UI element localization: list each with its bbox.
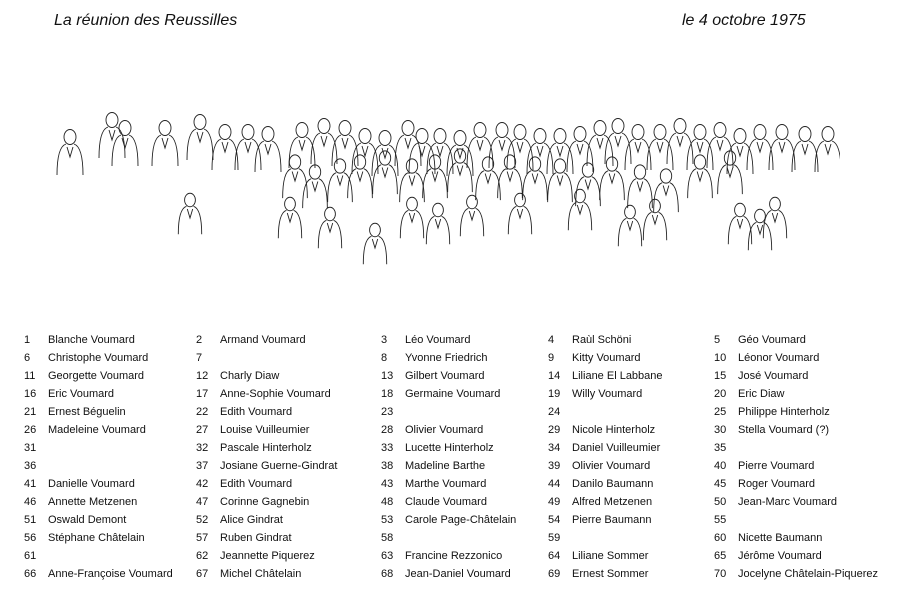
legend-entry (548, 565, 663, 583)
legend-entry (24, 331, 173, 349)
person-number: 54 (548, 514, 561, 526)
person-name: Yvonne Friedrich (405, 352, 488, 364)
sketch-person (348, 155, 373, 198)
legend-entry (24, 529, 173, 547)
person-number: 37 (196, 460, 209, 472)
person-number: 49 (548, 496, 561, 508)
person-name: Danilo Baumann (572, 478, 654, 490)
legend-entry (196, 493, 337, 511)
sketch-person (99, 113, 125, 159)
sketch-person (235, 125, 261, 171)
person-name: Jean-Marc Voumard (738, 496, 838, 508)
legend-entry (714, 331, 878, 349)
person-name: Anne-Sophie Voumard (220, 388, 331, 400)
person-name: Madeleine Voumard (48, 424, 146, 436)
legend-column (381, 331, 516, 583)
person-name: Ernest Béguelin (48, 406, 126, 418)
person-number: 7 (196, 352, 203, 364)
person-name: Alice Gindrat (220, 514, 283, 526)
legend-entry (24, 547, 173, 565)
person-number: 60 (714, 532, 727, 544)
legend-entry (24, 457, 173, 475)
person-number: 55 (714, 514, 727, 526)
sketch-person (523, 157, 548, 200)
person-number: 58 (381, 532, 394, 544)
person-name: Jérôme Voumard (738, 550, 822, 562)
person-number: 17 (196, 388, 209, 400)
person-name: Stéphane Châtelain (48, 532, 145, 544)
person-number: 51 (24, 514, 37, 526)
person-name: Michel Châtelain (220, 568, 302, 580)
sketch-person (332, 121, 358, 167)
legend-entry (24, 493, 173, 511)
legend-entry (196, 547, 337, 565)
sketch-person (303, 165, 328, 208)
person-number: 40 (714, 460, 727, 472)
person-number: 16 (24, 388, 37, 400)
legend-entry (548, 457, 663, 475)
legend-entry (548, 367, 663, 385)
sketch-person (728, 203, 751, 244)
person-name: Eric Diaw (738, 388, 785, 400)
person-name: Carole Page-Châtelain (405, 514, 517, 526)
legend-entry (714, 403, 878, 421)
legend-entry (381, 439, 516, 457)
person-number: 39 (548, 460, 561, 472)
person-name: Marthe Voumard (405, 478, 487, 490)
person-number: 13 (381, 370, 394, 382)
person-name: Josiane Guerne-Gindrat (220, 460, 338, 472)
legend-entry (548, 475, 663, 493)
person-number: 31 (24, 442, 37, 454)
person-number: 53 (381, 514, 394, 526)
person-number: 11 (24, 370, 36, 382)
legend-entry (196, 331, 337, 349)
person-name: Nicette Baumann (738, 532, 823, 544)
person-number: 63 (381, 550, 394, 562)
person-name: Annette Metzenen (48, 496, 138, 508)
person-name: Willy Voumard (572, 388, 643, 400)
sketch-person (576, 163, 601, 206)
person-name: José Voumard (738, 370, 809, 382)
sketch-person (654, 169, 679, 212)
legend-column (196, 331, 337, 583)
person-number: 5 (714, 334, 721, 346)
person-name: Germaine Voumard (405, 388, 501, 400)
sketch-person (476, 157, 501, 200)
legend-entry (196, 457, 337, 475)
legend-entry (196, 565, 337, 583)
legend-entry (196, 475, 337, 493)
person-name: Léonor Voumard (738, 352, 820, 364)
legend-entry (24, 475, 173, 493)
legend-entry (548, 349, 663, 367)
person-name: Claude Voumard (405, 496, 487, 508)
legend-entry (714, 439, 878, 457)
person-number: 44 (548, 478, 561, 490)
legend-entry (548, 493, 663, 511)
sketch-person (567, 127, 593, 173)
person-number: 18 (381, 388, 394, 400)
legend-entry (714, 367, 878, 385)
legend-entry (196, 403, 337, 421)
legend-entry (548, 511, 663, 529)
legend-entry (381, 547, 516, 565)
person-number: 42 (196, 478, 209, 490)
person-name: Anne-Françoise Voumard (48, 568, 173, 580)
person-number: 43 (381, 478, 394, 490)
legend-entry (196, 529, 337, 547)
person-name: Blanche Voumard (48, 334, 135, 346)
person-name: Christophe Voumard (48, 352, 149, 364)
person-name: Madeline Barthe (405, 460, 486, 472)
person-number: 68 (381, 568, 394, 580)
person-number: 69 (548, 568, 561, 580)
person-number: 62 (196, 550, 209, 562)
person-number: 9 (548, 352, 555, 364)
person-name: Jean-Daniel Voumard (405, 568, 511, 580)
legend-entry (714, 457, 878, 475)
sketch-person (628, 165, 653, 208)
person-name: Kitty Voumard (572, 352, 641, 364)
legend-entry (714, 565, 878, 583)
person-number: 21 (24, 406, 37, 418)
legend-entry (24, 421, 173, 439)
legend-entry (381, 403, 516, 421)
person-number: 23 (381, 406, 394, 418)
person-name: Léo Voumard (405, 334, 471, 346)
person-number: 64 (548, 550, 561, 562)
person-name: Armand Voumard (220, 334, 306, 346)
person-number: 4 (548, 334, 555, 346)
person-name: Francine Rezzonico (405, 550, 503, 562)
person-name: Géo Voumard (738, 334, 806, 346)
person-name: Edith Voumard (220, 406, 293, 418)
legend-entry (381, 529, 516, 547)
sketch-person (460, 195, 483, 236)
legend-entry (381, 457, 516, 475)
person-name: Corinne Gagnebin (220, 496, 310, 508)
sketch-person (423, 155, 448, 198)
legend-entry (714, 547, 878, 565)
person-number: 70 (714, 568, 727, 580)
legend-entry (24, 565, 173, 583)
person-number: 29 (548, 424, 561, 436)
legend-column (24, 331, 173, 583)
legend-column (548, 331, 663, 583)
sketch-person (363, 223, 386, 264)
sketch-person (498, 155, 523, 198)
sketch-person (278, 197, 301, 238)
legend-entry (381, 385, 516, 403)
person-name: Liliane Sommer (572, 550, 649, 562)
legend-entry (548, 547, 663, 565)
sketch-person (587, 121, 613, 167)
person-number: 66 (24, 568, 37, 580)
person-name: Daniel Vuilleumier (572, 442, 661, 454)
sketch-person (718, 151, 743, 194)
person-name: Raùl Schöni (572, 334, 632, 346)
legend-entry (381, 367, 516, 385)
sketch-person (792, 127, 818, 173)
legend-entry (24, 385, 173, 403)
person-number: 52 (196, 514, 209, 526)
person-name: Alfred Metzenen (572, 496, 653, 508)
legend-entry (548, 439, 663, 457)
group-sketch-drawing (40, 92, 840, 282)
person-name: Pierre Voumard (738, 460, 815, 472)
person-name: Philippe Hinterholz (738, 406, 830, 418)
legend-entry (381, 421, 516, 439)
person-number: 19 (548, 388, 561, 400)
person-name: Roger Voumard (738, 478, 816, 490)
person-name: Edith Voumard (220, 478, 293, 490)
legend-entry (548, 421, 663, 439)
person-name: Ernest Sommer (572, 568, 649, 580)
person-number: 33 (381, 442, 394, 454)
person-number: 61 (24, 550, 37, 562)
legend-entry (714, 511, 878, 529)
person-number: 56 (24, 532, 37, 544)
legend-entry (714, 493, 878, 511)
person-number: 34 (548, 442, 561, 454)
legend-entry (196, 421, 337, 439)
person-number: 67 (196, 568, 209, 580)
person-number: 59 (548, 532, 561, 544)
sketch-person (318, 207, 341, 248)
sketch-person (212, 125, 238, 171)
person-name: Nicole Hinterholz (572, 424, 656, 436)
person-number: 2 (196, 334, 203, 346)
legend-entry (548, 403, 663, 421)
person-number: 47 (196, 496, 209, 508)
sketch-person (400, 197, 423, 238)
sketch-person (187, 115, 213, 161)
legend-column (714, 331, 878, 583)
legend-entry (196, 439, 337, 457)
person-number: 1 (24, 334, 31, 346)
person-name: Danielle Voumard (48, 478, 135, 490)
legend-entry (381, 511, 516, 529)
person-number: 48 (381, 496, 394, 508)
person-name: Georgette Voumard (48, 370, 145, 382)
legend-entry (24, 349, 173, 367)
sketch-person (707, 123, 733, 169)
person-name: Oswald Demont (48, 514, 127, 526)
person-number: 3 (381, 334, 388, 346)
person-number: 46 (24, 496, 37, 508)
person-number: 65 (714, 550, 727, 562)
sketch-person (667, 119, 693, 165)
sketch-person (57, 130, 83, 176)
person-number: 30 (714, 424, 727, 436)
person-number: 12 (196, 370, 209, 382)
person-name: Stella Voumard (?) (738, 424, 830, 436)
person-number: 24 (548, 406, 561, 418)
legend-entry (548, 331, 663, 349)
sketch-person (178, 193, 201, 234)
legend-entry (714, 349, 878, 367)
legend-entry (196, 385, 337, 403)
legend-entry (196, 349, 337, 367)
legend-entry (714, 385, 878, 403)
group-photo-sketch (40, 92, 840, 282)
person-name: Jocelyne Châtelain-Piquerez (738, 568, 879, 580)
legend-entry (548, 529, 663, 547)
legend-entry (548, 385, 663, 403)
legend-entry (24, 367, 173, 385)
person-name: Olivier Voumard (405, 424, 484, 436)
person-number: 57 (196, 532, 209, 544)
sketch-person (548, 159, 573, 202)
sketch-person (605, 119, 631, 165)
person-number: 41 (24, 478, 37, 490)
sketch-person (618, 205, 641, 246)
person-number: 25 (714, 406, 727, 418)
legend-entry (381, 565, 516, 583)
legend-entry (381, 475, 516, 493)
person-name: Pierre Baumann (572, 514, 652, 526)
person-number: 26 (24, 424, 37, 436)
sketch-person (815, 127, 840, 173)
person-name: Gilbert Voumard (405, 370, 485, 382)
person-number: 22 (196, 406, 209, 418)
legend-entry (24, 511, 173, 529)
person-number: 8 (381, 352, 388, 364)
legend-entry (714, 475, 878, 493)
legend-entry (24, 439, 173, 457)
person-name: Pascale Hinterholz (220, 442, 312, 454)
sketch-person (508, 193, 531, 234)
person-number: 15 (714, 370, 727, 382)
sketch-person (426, 203, 449, 244)
person-number: 10 (714, 352, 727, 364)
person-number: 20 (714, 388, 727, 400)
legend-entry (381, 349, 516, 367)
sketch-person (152, 121, 178, 167)
person-name: Louise Vuilleumier (220, 424, 310, 436)
person-number: 45 (714, 478, 727, 490)
person-name: Ruben Gindrat (220, 532, 292, 544)
person-number: 50 (714, 496, 727, 508)
person-number: 32 (196, 442, 209, 454)
person-name: Liliane El Labbane (572, 370, 663, 382)
document-title: La réunion des Reussilles (54, 12, 238, 29)
person-number: 36 (24, 460, 37, 472)
legend-entry (196, 511, 337, 529)
person-name: Jeannette Piquerez (220, 550, 315, 562)
document-date: le 4 octobre 1975 (682, 12, 806, 29)
person-number: 28 (381, 424, 394, 436)
sketch-person (763, 197, 786, 238)
legend-entry (24, 403, 173, 421)
legend-entry (381, 493, 516, 511)
person-number: 35 (714, 442, 727, 454)
person-number: 14 (548, 370, 561, 382)
person-number: 6 (24, 352, 31, 364)
sketch-person (600, 157, 625, 200)
person-name: Charly Diaw (220, 370, 280, 382)
legend-entry (381, 331, 516, 349)
sketch-person (688, 155, 713, 198)
person-name: Lucette Hinterholz (405, 442, 494, 454)
legend-entry (714, 421, 878, 439)
person-name: Eric Voumard (48, 388, 115, 400)
person-number: 27 (196, 424, 209, 436)
sketch-person (643, 199, 666, 240)
person-number: 38 (381, 460, 394, 472)
person-name: Olivier Voumard (572, 460, 651, 472)
legend-entry (196, 367, 337, 385)
legend-entry (714, 529, 878, 547)
